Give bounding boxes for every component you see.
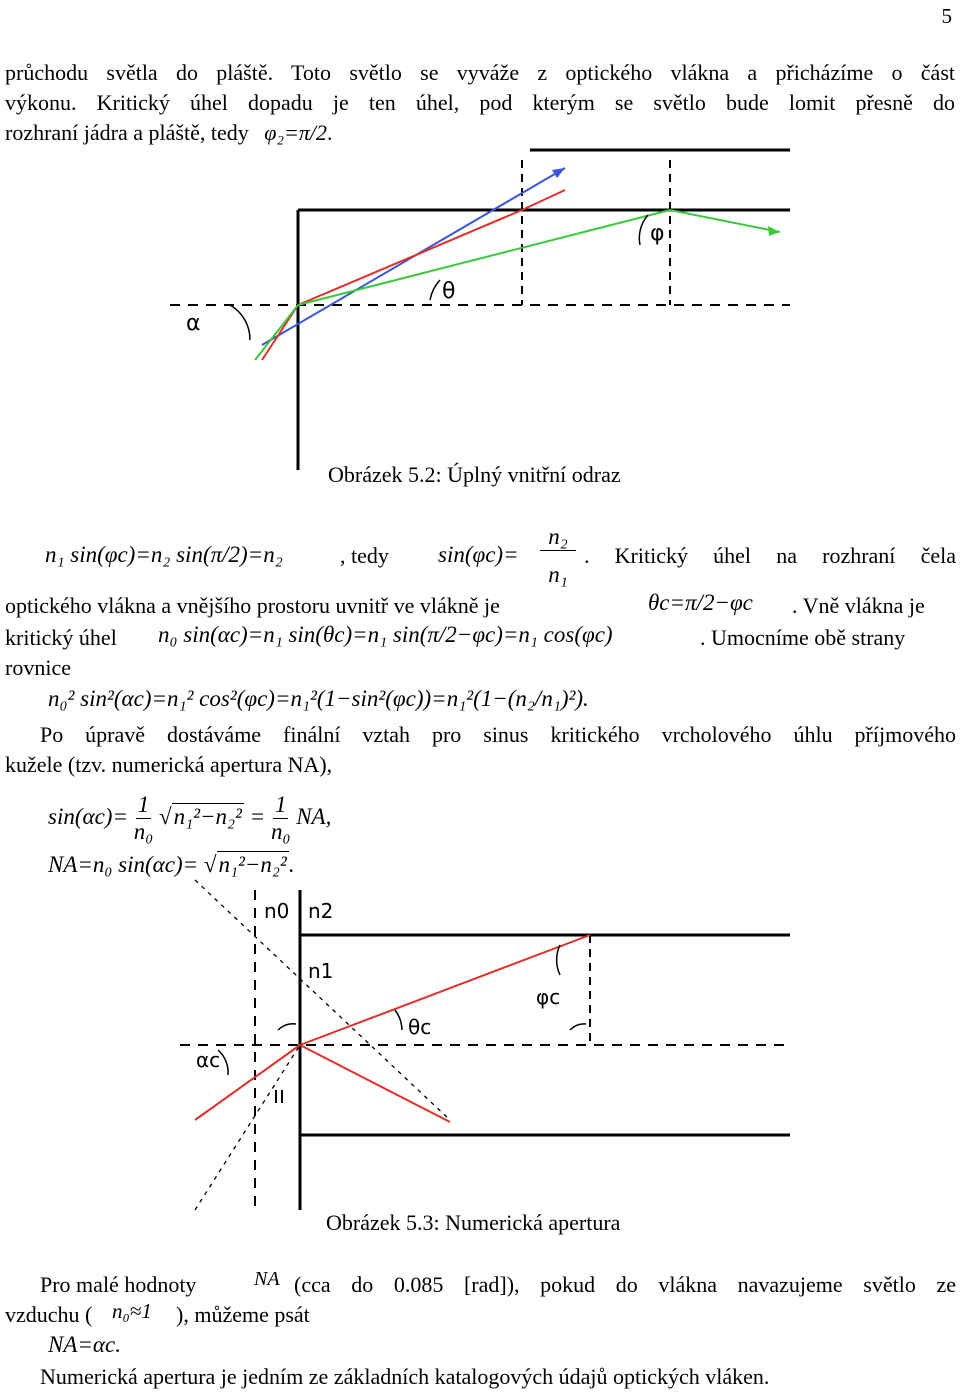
paragraph-text: rozhraní jádra a pláště, tedy bbox=[5, 120, 249, 145]
paragraph-text: optického vlákna a vnějšího prostoru uvnitř ve vlákně je bbox=[5, 593, 500, 618]
red-ray-reflected bbox=[300, 1045, 450, 1122]
fraction-numerator: n₂ bbox=[540, 524, 576, 551]
inline-formula: φ₂=π/2 bbox=[264, 120, 328, 145]
equation: NA=αc. bbox=[48, 1332, 121, 1357]
equation-part: , bbox=[325, 803, 332, 829]
paragraph-text: . Kritický úhel na rozhraní čela bbox=[584, 543, 956, 568]
equation-part: = bbox=[249, 803, 266, 829]
paragraph-text: rovnice bbox=[5, 655, 71, 680]
label-thetac: θc bbox=[408, 1015, 432, 1039]
angle-mark bbox=[278, 1024, 296, 1030]
paragraph-text: Pro malé hodnoty bbox=[40, 1272, 197, 1297]
paragraph-line: průchodu světla do pláště. Toto světlo se vyváže z optického vlákna a přicházíme o část bbox=[5, 60, 955, 85]
equation: sin(αc)= $\frac{1}{\text{n₀}}$ √n₁²−n₂² = $\frac{1}{\text{n₀}}$ NA, bbox=[48, 792, 332, 844]
paragraph-text: kritický úhel bbox=[5, 625, 117, 650]
equation-part: . bbox=[288, 852, 295, 877]
paragraph-text: ), můžeme psát bbox=[176, 1302, 310, 1327]
equation-text: , tedy bbox=[340, 543, 389, 568]
paragraph-line: rozhraní jádra a pláště, tedy φ₂=π/2. bbox=[5, 120, 333, 145]
angle-arc bbox=[557, 945, 560, 975]
fraction-numerator: 1 bbox=[274, 792, 287, 817]
sqrt: n₁²−n₂² bbox=[218, 852, 287, 877]
paragraph-text: kužele (tzv. numerická apertura NA), bbox=[5, 752, 333, 777]
angle-arc bbox=[395, 1010, 402, 1030]
label-n1: n1 bbox=[308, 959, 334, 983]
paragraph-text: . Vně vlákna je bbox=[792, 593, 925, 618]
equation: n₀² sin²(αc)=n₁² cos²(φc)=n₁²(1−sin²(φc))=n₁²(1−(n₂/n₁)²). bbox=[48, 686, 589, 711]
paragraph-text: . Umocníme obě strany bbox=[700, 625, 906, 650]
fraction-denominator: n₀ bbox=[133, 819, 154, 844]
page-number: 5 bbox=[941, 4, 952, 28]
fraction-numerator: 1 bbox=[137, 792, 150, 817]
equation-part: NA bbox=[296, 803, 326, 829]
equation-part: sin(αc)= bbox=[48, 803, 128, 829]
equation: NA=n₀ sin(αc)= √n₁²−n₂². bbox=[48, 852, 295, 877]
fraction-denominator: n₁ bbox=[548, 562, 568, 587]
label-theta: θ bbox=[442, 279, 456, 304]
inline-formula: n₀ sin(αc)=n₁ sin(θc)=n₁ sin(π/2−φc)=n₁ cos(φc) bbox=[158, 622, 613, 647]
fraction-denominator: n₀ bbox=[270, 819, 291, 844]
angle-mark bbox=[570, 1024, 586, 1030]
equation: sin(φc)= bbox=[438, 542, 519, 567]
paragraph-text: vzduchu ( bbox=[5, 1302, 93, 1327]
paragraph-text: Po úpravě dostáváme finální vztah pro sinus kritického vrcholového úhlu příjmového bbox=[40, 722, 956, 747]
inline-formula: θc=π/2−φc bbox=[648, 590, 753, 615]
inline-formula: n₀≈1 bbox=[112, 1299, 152, 1323]
equation-part: NA=n₀ sin(αc)= bbox=[48, 852, 199, 877]
figure-caption: Obrázek 5.3: Numerická apertura bbox=[326, 1210, 621, 1235]
sqrt: n₁²−n₂² bbox=[173, 803, 242, 829]
label-phic: φc bbox=[536, 985, 561, 1009]
label-phi: φ bbox=[650, 221, 665, 246]
figure-caption: Obrázek 5.2: Úplný vnitřní odraz bbox=[328, 462, 621, 487]
equation: n₁ sin(φc)=n₂ sin(π/2)=n₂ bbox=[45, 542, 283, 567]
label-n2: n2 bbox=[308, 899, 334, 923]
paragraph-text: (cca do 0.085 [rad]), pokud do vlákna navazujeme světlo ze bbox=[294, 1272, 956, 1297]
label-alphac: αc bbox=[196, 1048, 221, 1072]
inline-formula: NA bbox=[254, 1268, 280, 1290]
label-alpha: α bbox=[186, 311, 201, 336]
paragraph-line: výkonu. Kritický úhel dopadu je ten úhel, pod kterým se světlo bude lomit přesně do bbox=[5, 90, 955, 115]
label-n0: n0 bbox=[264, 899, 290, 923]
paragraph-text: Numerická apertura je jedním ze základních katalogových údajů optických vláken. bbox=[40, 1364, 770, 1389]
